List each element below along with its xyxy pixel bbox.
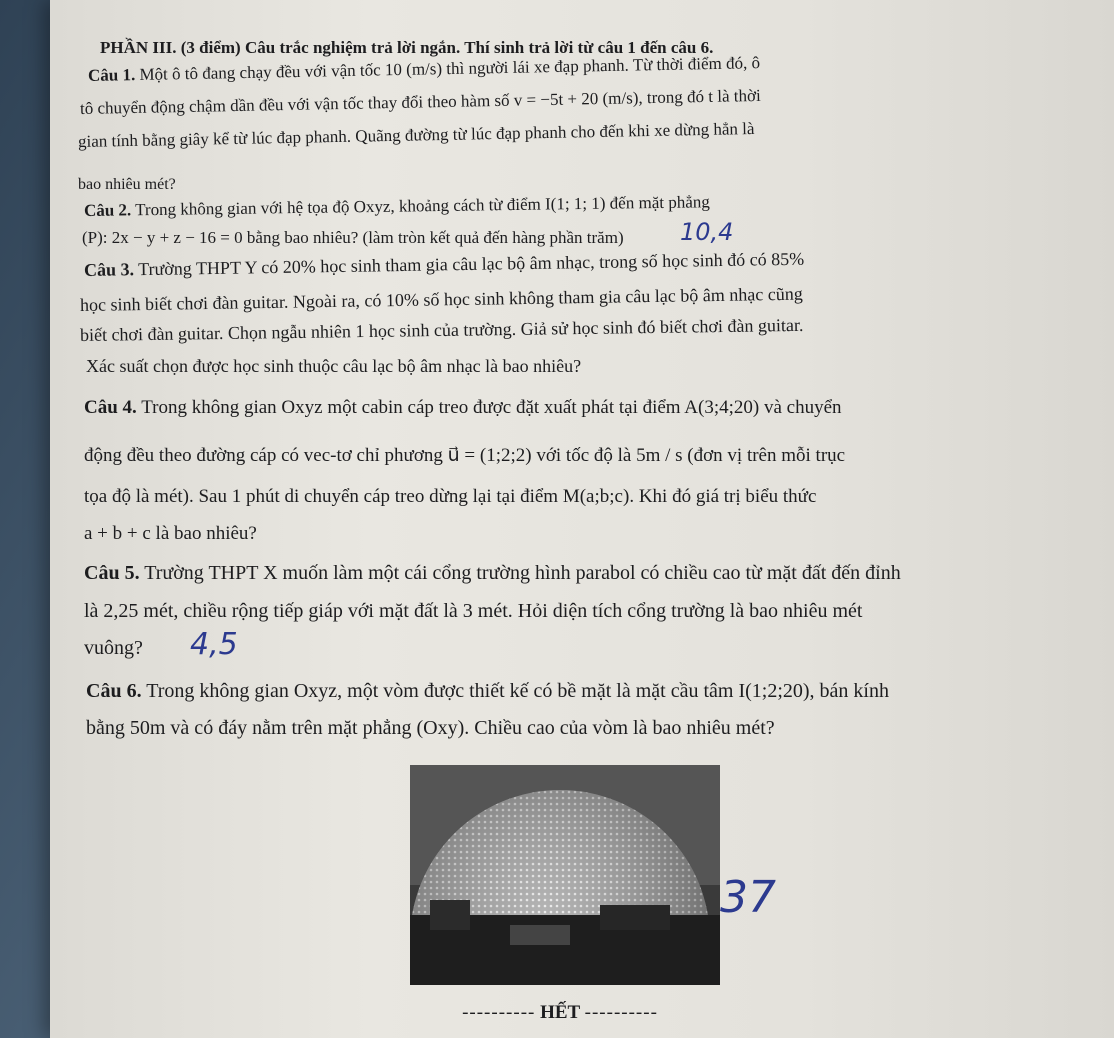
question-4-line-1 (84, 397, 842, 419)
question-5-handwritten-answer: 4,5 (190, 627, 238, 662)
question-5-label: Câu 5. (84, 562, 140, 584)
end-text: HẾT (540, 1002, 580, 1023)
question-4-line-2: động đều theo đường cáp có vec-tơ chỉ phương u⃗ = (1;2;2) với tốc độ là 5m / s (đơn vị trên mỗi trục (84, 445, 846, 466)
question-2-line-2: (P): 2x − y + z − 16 = 0 bằng bao nhiêu? (làm tròn kết quả đến hàng phần trăm) (82, 228, 624, 247)
section-label: PHẦN III. (3 điểm) (100, 38, 241, 57)
question-1-line-4: bao nhiêu mét? (78, 176, 176, 193)
question-6-line-1 (86, 680, 889, 703)
question-1-label: Câu 1. (87, 65, 136, 85)
question-5-line-3: vuông? (84, 637, 143, 659)
question-2-text: Trong không gian với hệ tọa độ Oxyz, khoảng cách từ điểm I(1; 1; 1) đến mặt phẳng (131, 192, 710, 220)
question-3-line-3: biết chơi đàn guitar. Chọn ngẫu nhiên 1 học sinh của trường. Giả sử học sinh đó biết chơi đàn guitar. (79, 314, 804, 345)
question-3-line-4: Xác suất chọn được học sinh thuộc câu lạc bộ âm nhạc là bao nhiêu? (86, 356, 582, 376)
question-6-text: Trong không gian Oxyz, một vòm được thiết kế có bề mặt là mặt cầu tâm I(1;2;20), bán kính (141, 680, 889, 702)
question-2-handwritten-answer: 10,4 (680, 218, 734, 246)
dome-illustration (410, 765, 720, 985)
question-3-text: Trường THPT Y có 20% học sinh tham gia câu lạc bộ âm nhạc, trong số học sinh đó có 85% (133, 248, 805, 280)
question-1-line-3: gian tính bằng giây kể từ lúc đạp phanh. Quãng đường từ lúc đạp phanh cho đến khi xe dừng hẳn là (77, 119, 755, 151)
question-6-label: Câu 6. (86, 680, 142, 702)
dome-photo (410, 765, 720, 985)
end-marker (425, 1002, 695, 1024)
question-3-label: Câu 3. (83, 259, 135, 280)
question-6-handwritten-answer: 37 (720, 872, 776, 923)
question-4-line-3: tọa độ là mét). Sau 1 phút di chuyển cáp treo dừng lại tại điểm M(a;b;c). Khi đó giá trị biểu thức (84, 486, 817, 507)
question-4-label: Câu 4. (84, 397, 137, 418)
question-2-label: Câu 2. (83, 200, 132, 220)
end-dashes-left: ---------- (462, 1002, 536, 1023)
question-5-line-1 (84, 562, 901, 585)
question-6-line-2: bằng 50m và có đáy nằm trên mặt phẳng (Oxy). Chiều cao của vòm là bao nhiêu mét? (86, 717, 775, 739)
question-1-line-2: tô chuyển động chậm dần đều với vận tốc thay đổi theo hàm số v = −5t + 20 (m/s), trong đó t là thời (79, 85, 761, 118)
question-4-text: Trong không gian Oxyz một cabin cáp treo được đặt xuất phát tại điểm A(3;4;20) và chuyển (136, 397, 842, 418)
question-3-line-2: học sinh biết chơi đàn guitar. Ngoài ra, có 10% số học sinh không tham gia câu lạc bộ âm nhạc cũng (79, 283, 803, 315)
section-title: Câu trắc nghiệm trả lời ngắn. Thí sinh trả lời từ câu 1 đến câu 6. (240, 38, 714, 57)
question-4-line-4: a + b + c là bao nhiêu? (84, 523, 257, 544)
question-5-line-2: là 2,25 mét, chiều rộng tiếp giáp với mặt đất là 3 mét. Hỏi diện tích cổng trường là bao nhiêu mét (84, 600, 863, 622)
question-1-text: Một ô tô đang chạy đều với vận tốc 10 (m/s) thì người lái xe đạp phanh. Từ thời điểm đó, ô (135, 53, 761, 85)
end-dashes-right: ---------- (584, 1002, 658, 1023)
question-5-text: Trường THPT X muốn làm một cái cổng trường hình parabol có chiều cao từ mặt đất đến đỉnh (139, 562, 901, 584)
